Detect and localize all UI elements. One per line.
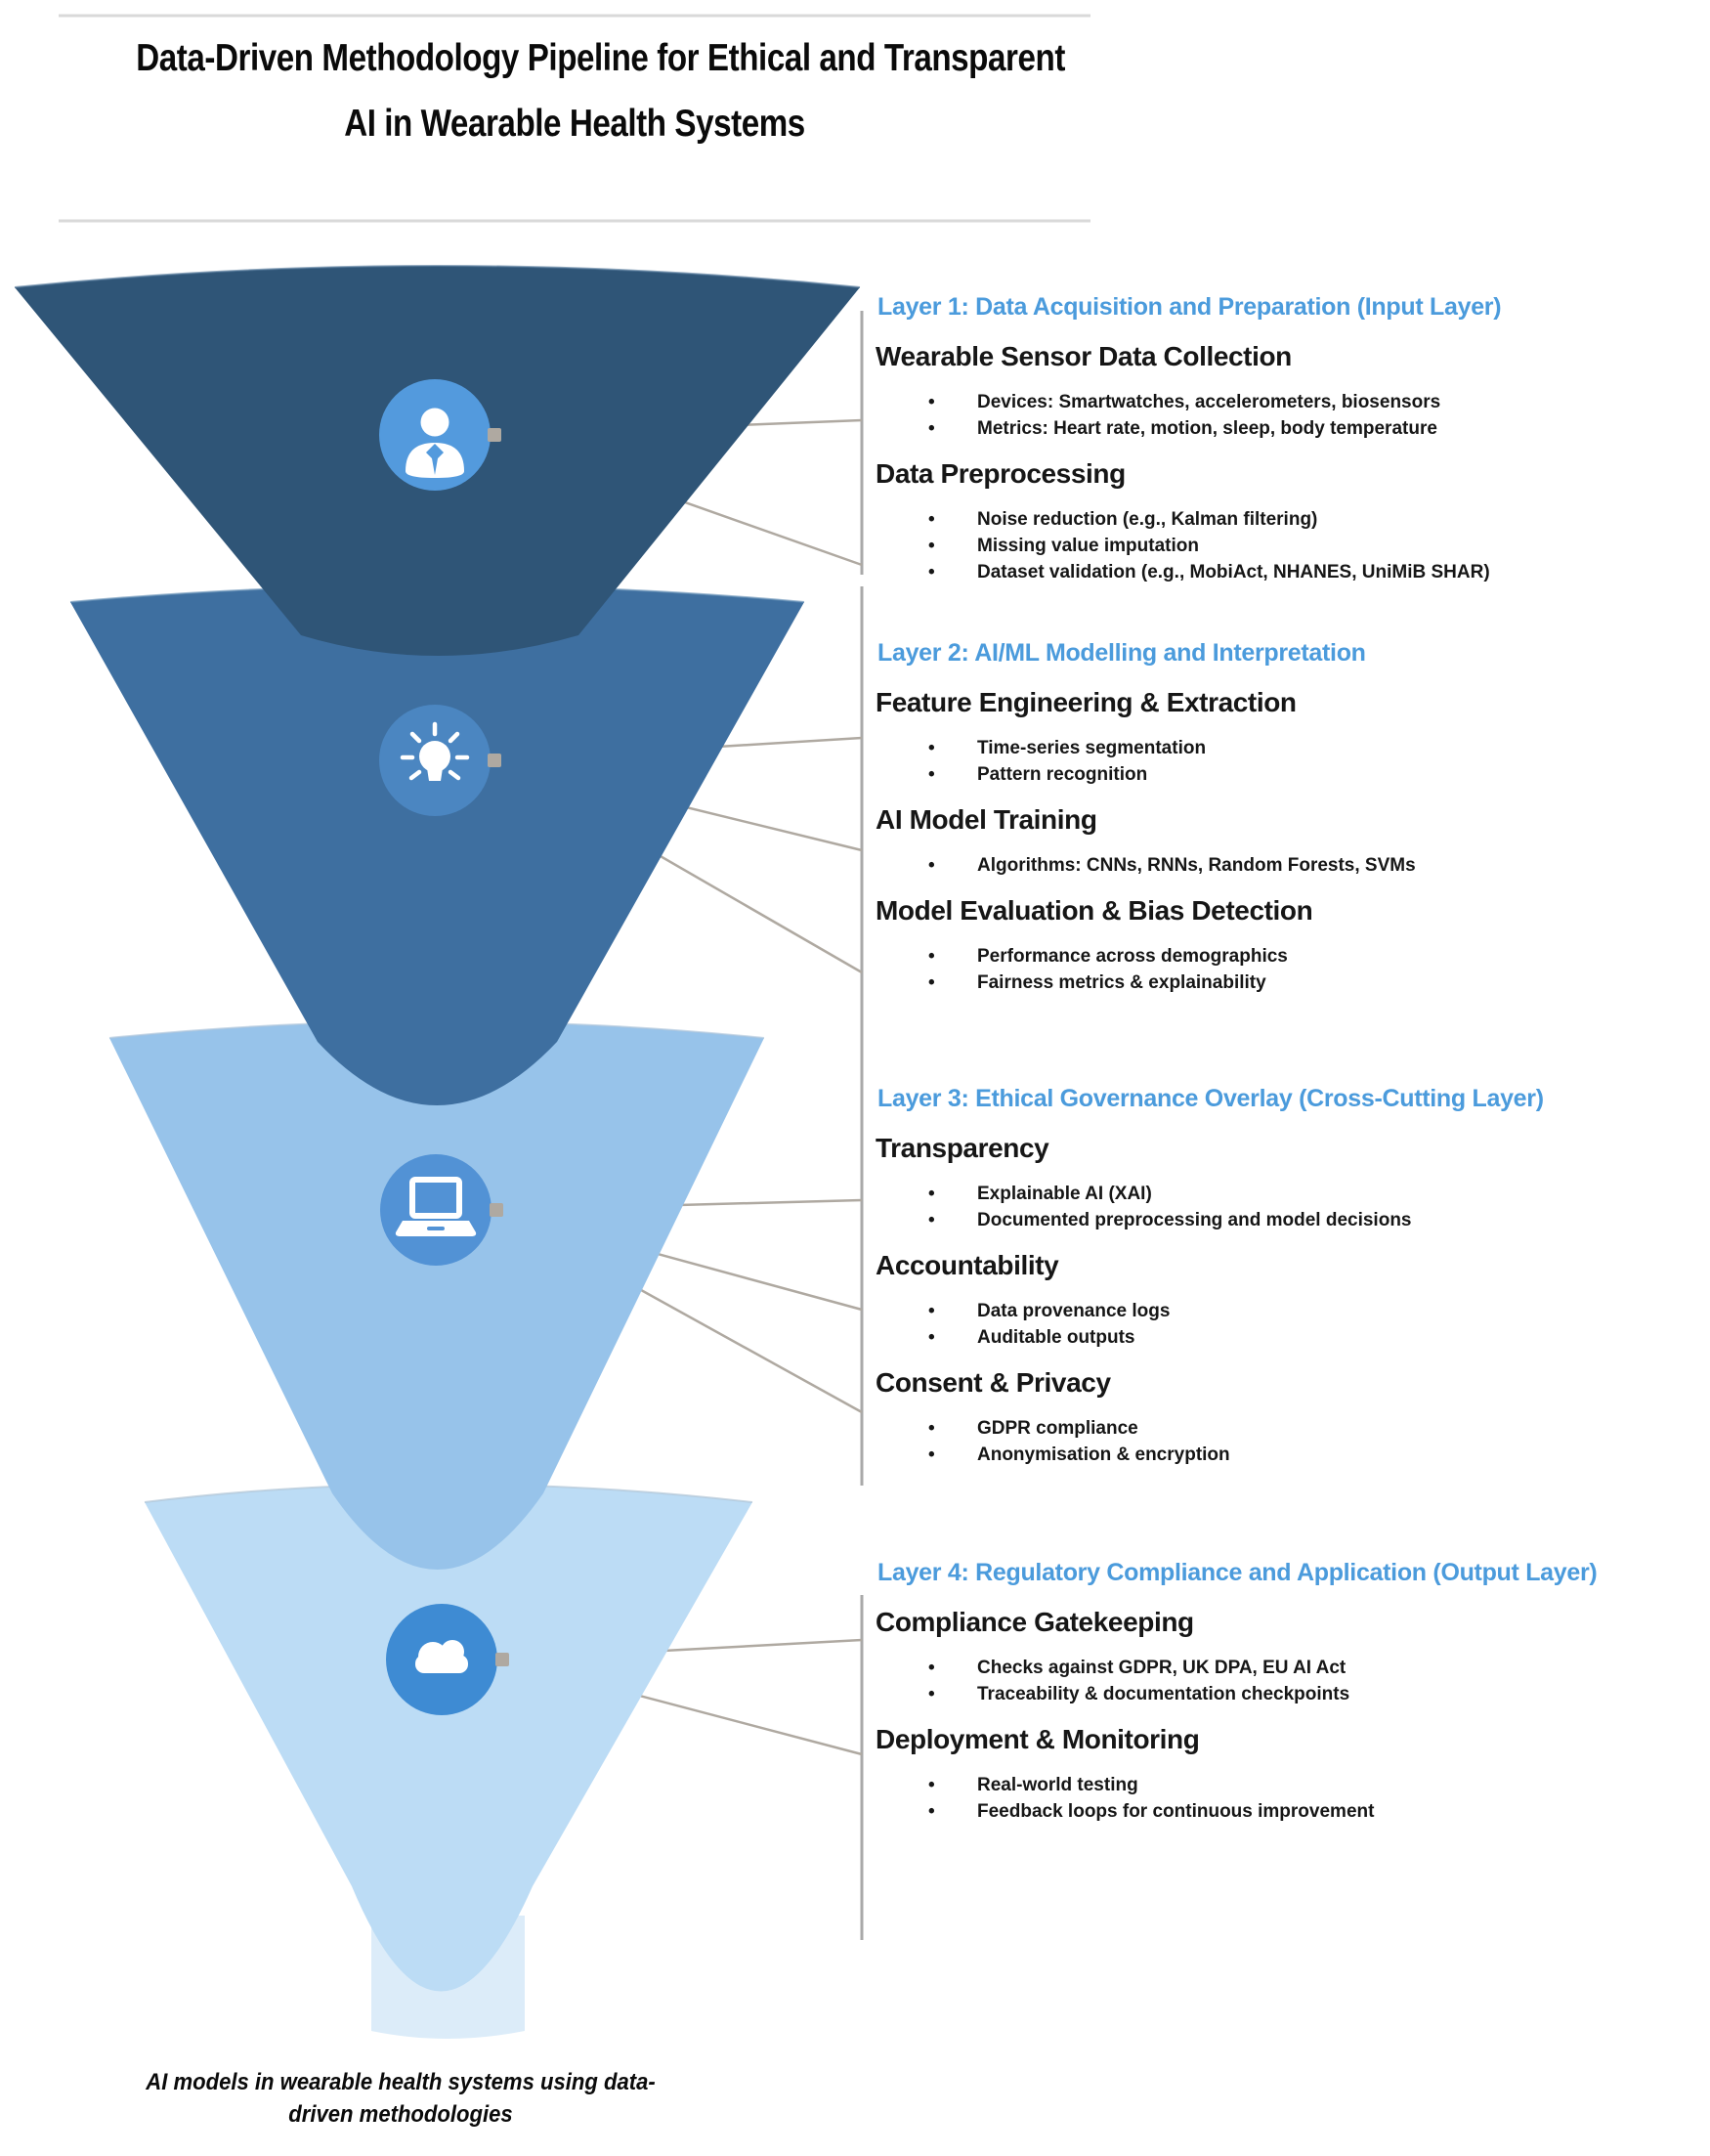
layer-2-section-1-title: Feature Engineering & Extraction [876, 687, 1297, 717]
layer-3-section-3-bullets [876, 1415, 1677, 1468]
layer-4-section-2-title: Deployment & Monitoring [876, 1724, 1200, 1754]
layer-3-heading: Layer 3: Ethical Governance Overlay (Cross-Cutting Layer) [877, 1085, 1544, 1112]
layer-4-heading: Layer 4: Regulatory Compliance and Application (Output Layer) [877, 1559, 1598, 1586]
bullet-item: • Algorithms: CNNs, RNNs, Random Forests, SVMs [876, 852, 1677, 879]
bullet-item: • Traceability & documentation checkpoints [876, 1681, 1677, 1707]
layer-2-section-3-bullets [876, 943, 1677, 996]
bullet-item: • Dataset validation (e.g., MobiAct, NHANES, UniMiB SHAR) [876, 559, 1677, 585]
anchor-l2 [488, 754, 501, 767]
laptop-icon-circle [380, 1154, 492, 1266]
layer-1-section-2-bullets [876, 506, 1677, 585]
bulb-base [427, 768, 443, 781]
bullet-item: • Feedback loops for continuous improvement [876, 1798, 1677, 1825]
bullet-item: • Data provenance logs [876, 1298, 1677, 1324]
layer-1-section-1-bullets [876, 389, 1677, 442]
caption-line-1: AI models in wearable health systems using data- [146, 2069, 656, 2095]
layer-1-section-1-title: Wearable Sensor Data Collection [876, 341, 1292, 371]
bulb-globe [419, 741, 450, 772]
diagram-title [59, 25, 1090, 156]
layer-4-section-1-bullets [876, 1655, 1677, 1707]
title-line-1: Data-Driven Methodology Pipeline for Ethical and Transparent [136, 37, 1065, 79]
layer-3-section-2-title: Accountability [876, 1250, 1059, 1280]
layer-2-section-3-title: Model Evaluation & Bias Detection [876, 895, 1313, 926]
bullet-item: • Real-world testing [876, 1772, 1677, 1798]
layer-3-section-3-title: Consent & Privacy [876, 1367, 1111, 1398]
layer-1-section-2-title: Data Preprocessing [876, 458, 1126, 489]
diagram-caption [98, 2066, 704, 2131]
bullet-item: • Metrics: Heart rate, motion, sleep, body temperature [876, 415, 1677, 442]
bullet-item: • Pattern recognition [876, 761, 1677, 788]
layer-4-section-1-title: Compliance Gatekeeping [876, 1607, 1194, 1637]
bullet-item: • Auditable outputs [876, 1324, 1677, 1351]
bullet-item: • Fairness metrics & explainability [876, 970, 1677, 996]
caption-line-2: driven methodologies [288, 2101, 513, 2128]
layer-4-section-2-bullets [876, 1772, 1677, 1825]
bullet-item: • Noise reduction (e.g., Kalman filtering) [876, 506, 1677, 533]
anchor-l4 [495, 1653, 509, 1666]
laptop-icon [380, 1154, 492, 1266]
cloud-icon [386, 1604, 497, 1715]
layer-2-text-block [876, 637, 1677, 1012]
laptop-touchpad [427, 1227, 445, 1230]
bullet-item: • GDPR compliance [876, 1415, 1677, 1442]
layer-2-section-2-bullets [876, 852, 1677, 879]
layer-1-text-block [876, 291, 1677, 601]
person-icon [379, 379, 491, 491]
layer-3-section-1-bullets [876, 1181, 1677, 1233]
bullet-item: • Documented preprocessing and model decisions [876, 1207, 1677, 1233]
layer-3-section-1-title: Transparency [876, 1133, 1049, 1163]
bullet-item: • Anonymisation & encryption [876, 1442, 1677, 1468]
layer-2-section-1-bullets [876, 735, 1677, 788]
anchor-l3 [490, 1203, 503, 1217]
anchor-l1 [488, 428, 501, 442]
bullet-item: • Missing value imputation [876, 533, 1677, 559]
person-head [421, 409, 449, 437]
layer-3-section-2-bullets [876, 1298, 1677, 1351]
bullet-item: • Time-series segmentation [876, 735, 1677, 761]
layer-4-text-block [876, 1557, 1677, 1840]
layer-2-section-2-title: AI Model Training [876, 804, 1097, 835]
title-line-2: AI in Wearable Health Systems [344, 103, 805, 145]
bullet-item: • Explainable AI (XAI) [876, 1181, 1677, 1207]
bullet-item: • Checks against GDPR, UK DPA, EU AI Act [876, 1655, 1677, 1681]
lightbulb-icon [379, 705, 491, 816]
funnel-layer-2-body [70, 585, 804, 1105]
bullet-item: • Performance across demographics [876, 943, 1677, 970]
layer-1-heading: Layer 1: Data Acquisition and Preparation (Input Layer) [877, 293, 1502, 321]
layer-3-text-block [876, 1083, 1677, 1484]
funnel-layer-2 [70, 585, 804, 1105]
layer-2-heading: Layer 2: AI/ML Modelling and Interpretation [877, 639, 1366, 667]
bullet-item: • Devices: Smartwatches, accelerometers, biosensors [876, 389, 1677, 415]
